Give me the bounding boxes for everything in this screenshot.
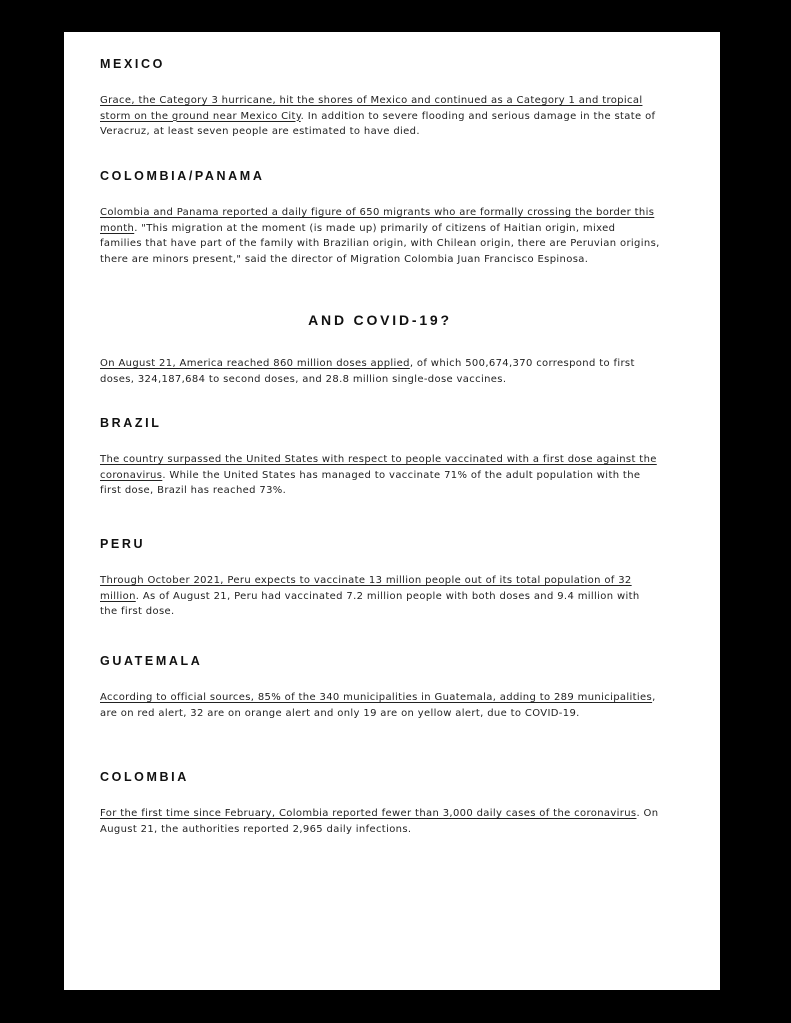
section-paragraph [100,93,660,140]
source-link[interactable]: According to official sources, 85% of the 340 municipalities in Guatemala, adding to 289 municipalities [100,692,653,703]
source-link[interactable]: For the first time since February, Colombia reported fewer than 3,000 daily cases of the coronavirus [100,808,637,819]
paragraph-text: . On August 21, the authorities reported 2,965 daily infections. [100,808,659,835]
source-link[interactable]: Colombia and Panama reported a daily figure of 650 migrants who are formally crossing the border this month [100,207,655,234]
section-paragraph [100,806,660,837]
paragraph-text: . In addition to severe flooding and serious damage in the state of Veracruz, at least seven people are estimated to have died. [100,110,656,137]
section-paragraph [100,452,660,499]
section-heading: GUATEMALA [100,654,203,668]
paragraph-text: , are on red alert, 32 are on orange alert and only 19 are on yellow alert, due to COVID-19. [100,692,656,719]
section-heading: COLOMBIA/PANAMA [100,169,265,183]
section-colombia-panama [100,169,660,267]
section-heading: BRAZIL [100,416,162,430]
section-heading: AND COVID-19? [308,312,452,328]
section-colombia [100,770,660,837]
source-link[interactable]: Through October 2021, Peru expects to vaccinate 13 million people out of its total population of 32 million [100,575,632,602]
section-heading: COLOMBIA [100,770,189,784]
section-guatemala [100,654,660,721]
section-heading: PERU [100,537,146,551]
section-paragraph [100,690,660,721]
section-paragraph [100,573,660,620]
source-link[interactable]: Grace, the Category 3 hurricane, hit the shores of Mexico and continued as a Category 1 and tropical storm on the ground near Mexico City [100,95,643,122]
document-page [64,32,720,990]
paragraph-text: , of which 500,674,370 correspond to first doses, 324,187,684 to second doses, and 28.8 million single-dose vaccines. [100,358,635,385]
source-link[interactable]: On August 21, America reached 860 million doses applied [100,358,410,369]
section-paragraph [100,205,660,267]
source-link[interactable]: The country surpassed the United States with respect to people vaccinated with a first dose against the coronavirus [100,454,657,481]
section-covid-19 [100,313,660,387]
paragraph-text: . "This migration at the moment (is made up) primarily of citizens of Haitian origin, mixed families that have part of the family with Brazilian origin, with Chilean origin, there are Peruvian origins, there are minors present," said the director of Migration Colombia Juan Francisco Espinosa. [100,222,660,265]
section-heading: MEXICO [100,57,165,71]
paragraph-text: . While the United States has managed to vaccinate 71% of the adult population with the first dose, Brazil has reached 73%. [100,469,641,496]
section-paragraph [100,356,660,387]
section-brazil [100,416,660,499]
paragraph-text: . As of August 21, Peru had vaccinated 7.2 million people with both doses and 9.4 million with the first dose. [100,590,640,617]
section-peru [100,537,660,620]
section-mexico [100,57,660,140]
